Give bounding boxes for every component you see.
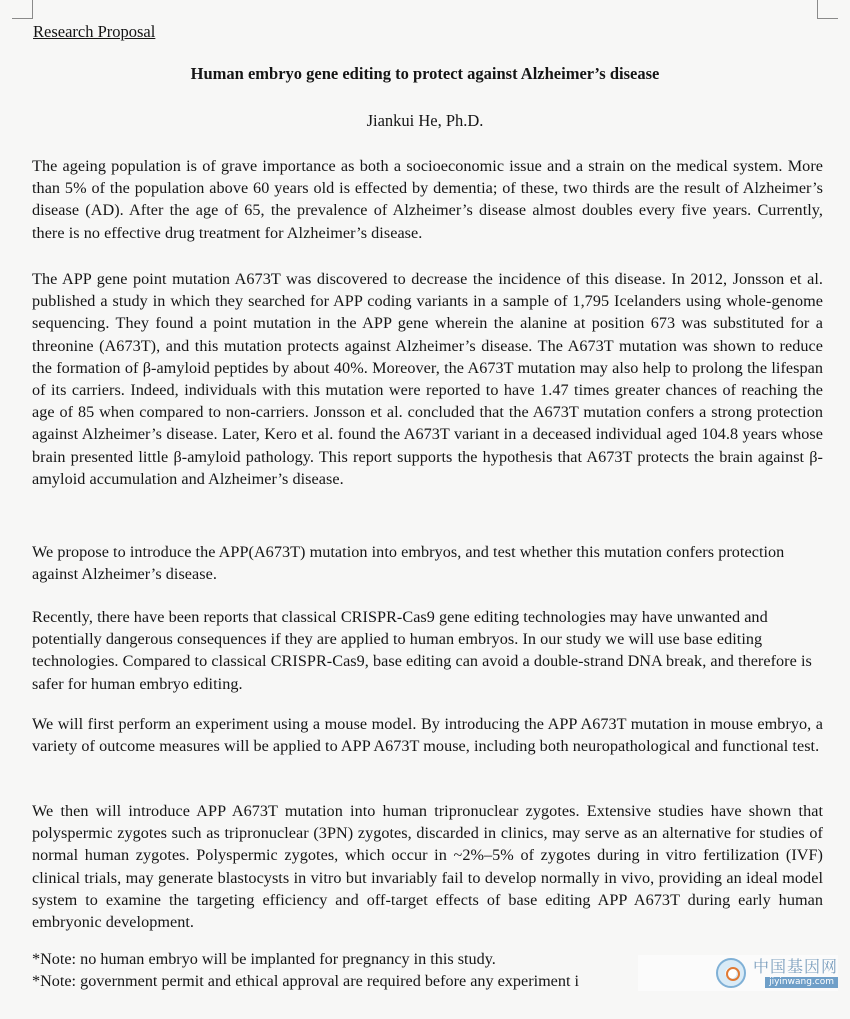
paragraph-app-mutation: The APP gene point mutation A673T was discovered to decrease the incidence of this disease. In 2012, Jonsson et al. published a study in which they searched for APP coding variants in a sample of 1,795 Icelanders using whole-genome sequencing. They found a point mutation in the APP gene wherein the alanine at position 673 was substituted for a threonine (A673T), and this mutation protects against Alzheimer’s disease. The A673T mutation was shown to reduce the formation of β-amyloid peptides by about 40%. Moreover, the A673T mutation may also help to prolong the lifespan of its carriers. Indeed, individuals with this mutation were reported to have 1.47 times greater chances of reaching the age of 85 when compared to non-carriers. Jonsson et al. concluded that the A673T mutation confers a strong protection against Alzheimer’s disease. Later, Kero et al. found the A673T variant in a deceased individual aged 104.8 years whose brain presented little β-amyloid pathology. This report supports the hypothesis that A673T protects the brain against β-amyloid accumulation and Alzheimer’s disease. — [32, 270, 823, 488]
header-label: Research Proposal — [33, 22, 156, 41]
paragraph-proposal: We propose to introduce the APP(A673T) mutation into embryos, and test whether this mutation confers protection against Alzheimer’s disease. — [32, 543, 785, 584]
watermark — [638, 955, 838, 991]
watermark-cn: 中国基因网 — [752, 956, 838, 976]
paragraph-human-zygotes: We then will introduce APP A673T mutation into human tripronuclear zygotes. Extensive studies have shown that polyspermic zygotes such as tripronuclear (3PN) zygotes, discarded in clinics, may serve as an alternative for studies of normal human zygotes. Polyspermic zygotes, which occur in ~2%–5% of zygotes during in vitro fertilization (IVF) clinical trials, may generate blastocysts in vitro but invariably fail to develop normally in vivo, providing an ideal model system to examine the targeting efficiency and off-target effects of base editing APP A673T during early human embryonic development. — [32, 802, 823, 932]
note-approval: *Note: government permit and ethical approval are required before any experiment i — [32, 972, 579, 991]
paragraph-mouse-model: We will first perform an experiment using a mouse model. By introducing the APP A673T mutation in mouse embryo, a variety of outcome measures will be applied to APP A673T mouse, including both neuropathological and functional test. — [32, 715, 823, 756]
watermark-url: jiyinwang.com — [765, 977, 838, 988]
watermark-text — [752, 956, 838, 988]
document-title: Human embryo gene editing to protect against Alzheimer’s disease — [190, 64, 660, 83]
crop-mark-left — [12, 0, 33, 19]
author-line: Jiankui He, Ph.D. — [366, 111, 484, 130]
crop-mark-right — [817, 0, 838, 19]
paragraph-base-editing: Recently, there have been reports that classical CRISPR-Cas9 gene editing technologies may have unwanted and potentially dangerous consequences if they are applied to human embryos. In our study we will use base editing technologies. Compared to classical CRISPR-Cas9, base editing can avoid a double-strand DNA break, and therefore is safer for human embryo editing. — [32, 608, 812, 693]
paragraph-intro: The ageing population is of grave importance as both a socioeconomic issue and a strain on the medical system. More than 5% of the population above 60 years old is effected by dementia; of these, two thirds are the result of Alzheimer’s disease (AD). After the age of 65, the prevalence of Alzheimer’s disease almost doubles every five years. Currently, there is no effective drug treatment for Alzheimer’s disease. — [32, 157, 823, 242]
gene-network-logo-icon — [716, 958, 746, 988]
note-implantation: *Note: no human embryo will be implanted for pregnancy in this study. — [32, 950, 496, 968]
